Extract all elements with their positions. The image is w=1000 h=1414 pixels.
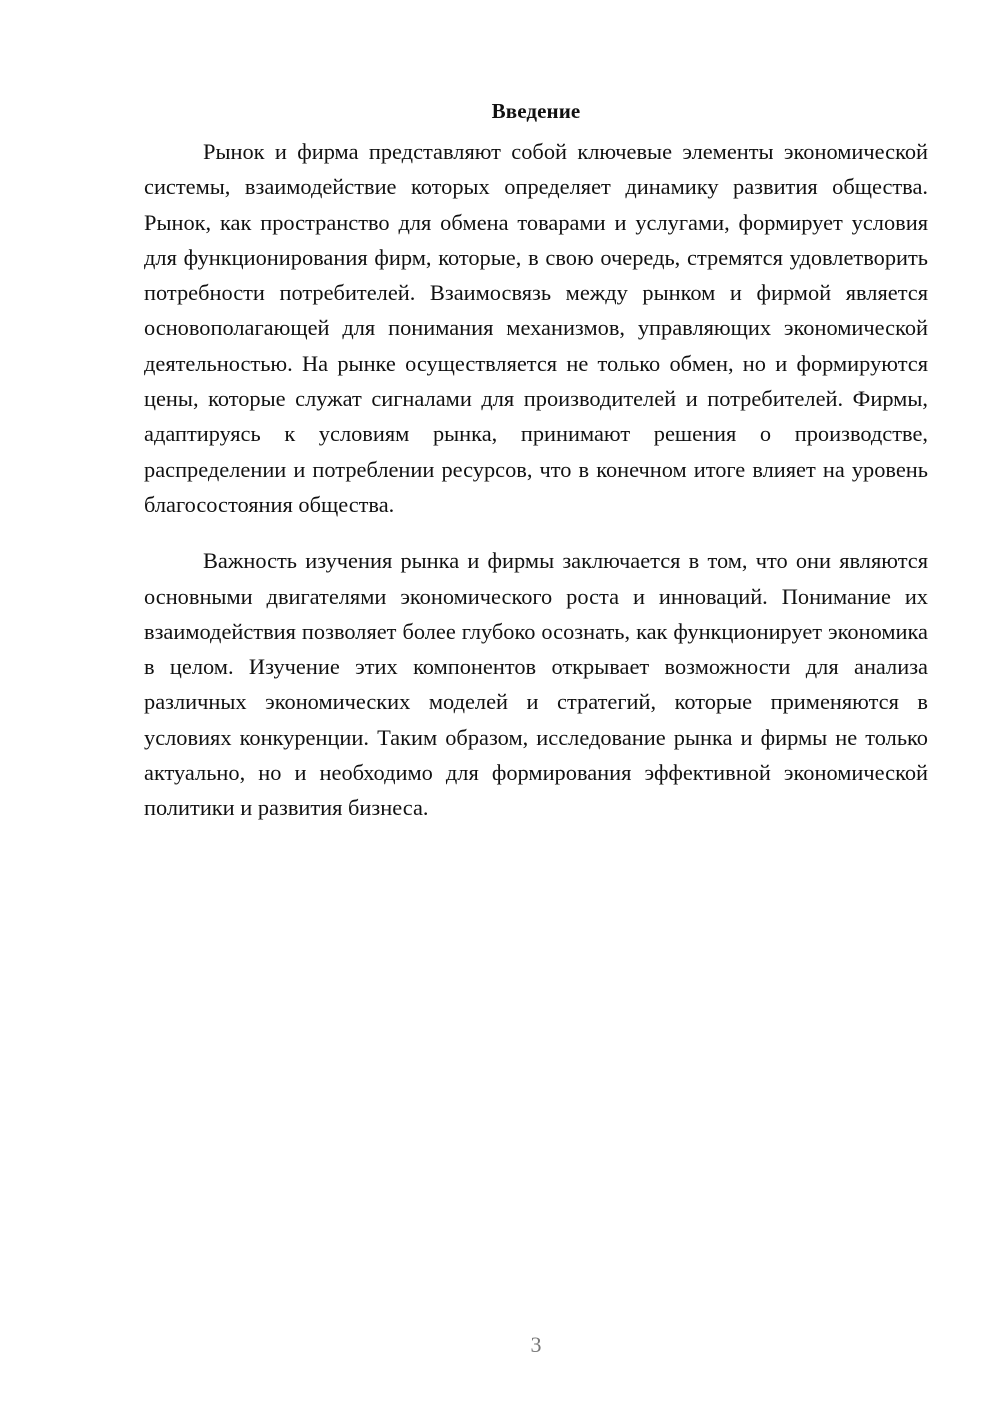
paragraph-2: Важность изучения рынка и фирмы заключается в том, что они являются основными двигателями экономического роста и инноваций. Понимание их взаимодействия позволяет более глубоко осознать, как функционирует экономика в целом. Изучение этих компонентов открывает возможности для анализа различных экономических моделей и стратегий, которые применяются в условиях конкуренции. Таким образом, исследование рынка и фирмы не только актуально, но и необходимо для формирования эффективной экономической политики и развития бизнеса. <box>144 548 928 821</box>
page-number: 3 <box>530 1332 542 1357</box>
paragraph-1: Рынок и фирма представляют собой ключевые элементы экономической системы, взаимодействие которых определяет динамику развития общества. Рынок, как пространство для обмена товарами и услугами, формирует условия для функционирования фирм, которые, в свою очередь, стремятся удовлетворить потребности потребителей. Взаимосвязь между рынком и фирмой является основополагающей для понимания механизмов, управляющих экономической деятельностью. На рынке осуществляется не только обмен, но и формируются цены, которые служат сигналами для производителей и потребителей. Фирмы, адаптируясь к условиям рынка, принимают решения о производстве, распределении и потреблении ресурсов, что в конечном итоге влияет на уровень благосостояния общества. <box>144 139 928 517</box>
section-heading: Введение <box>491 99 581 123</box>
page-content <box>144 95 928 826</box>
